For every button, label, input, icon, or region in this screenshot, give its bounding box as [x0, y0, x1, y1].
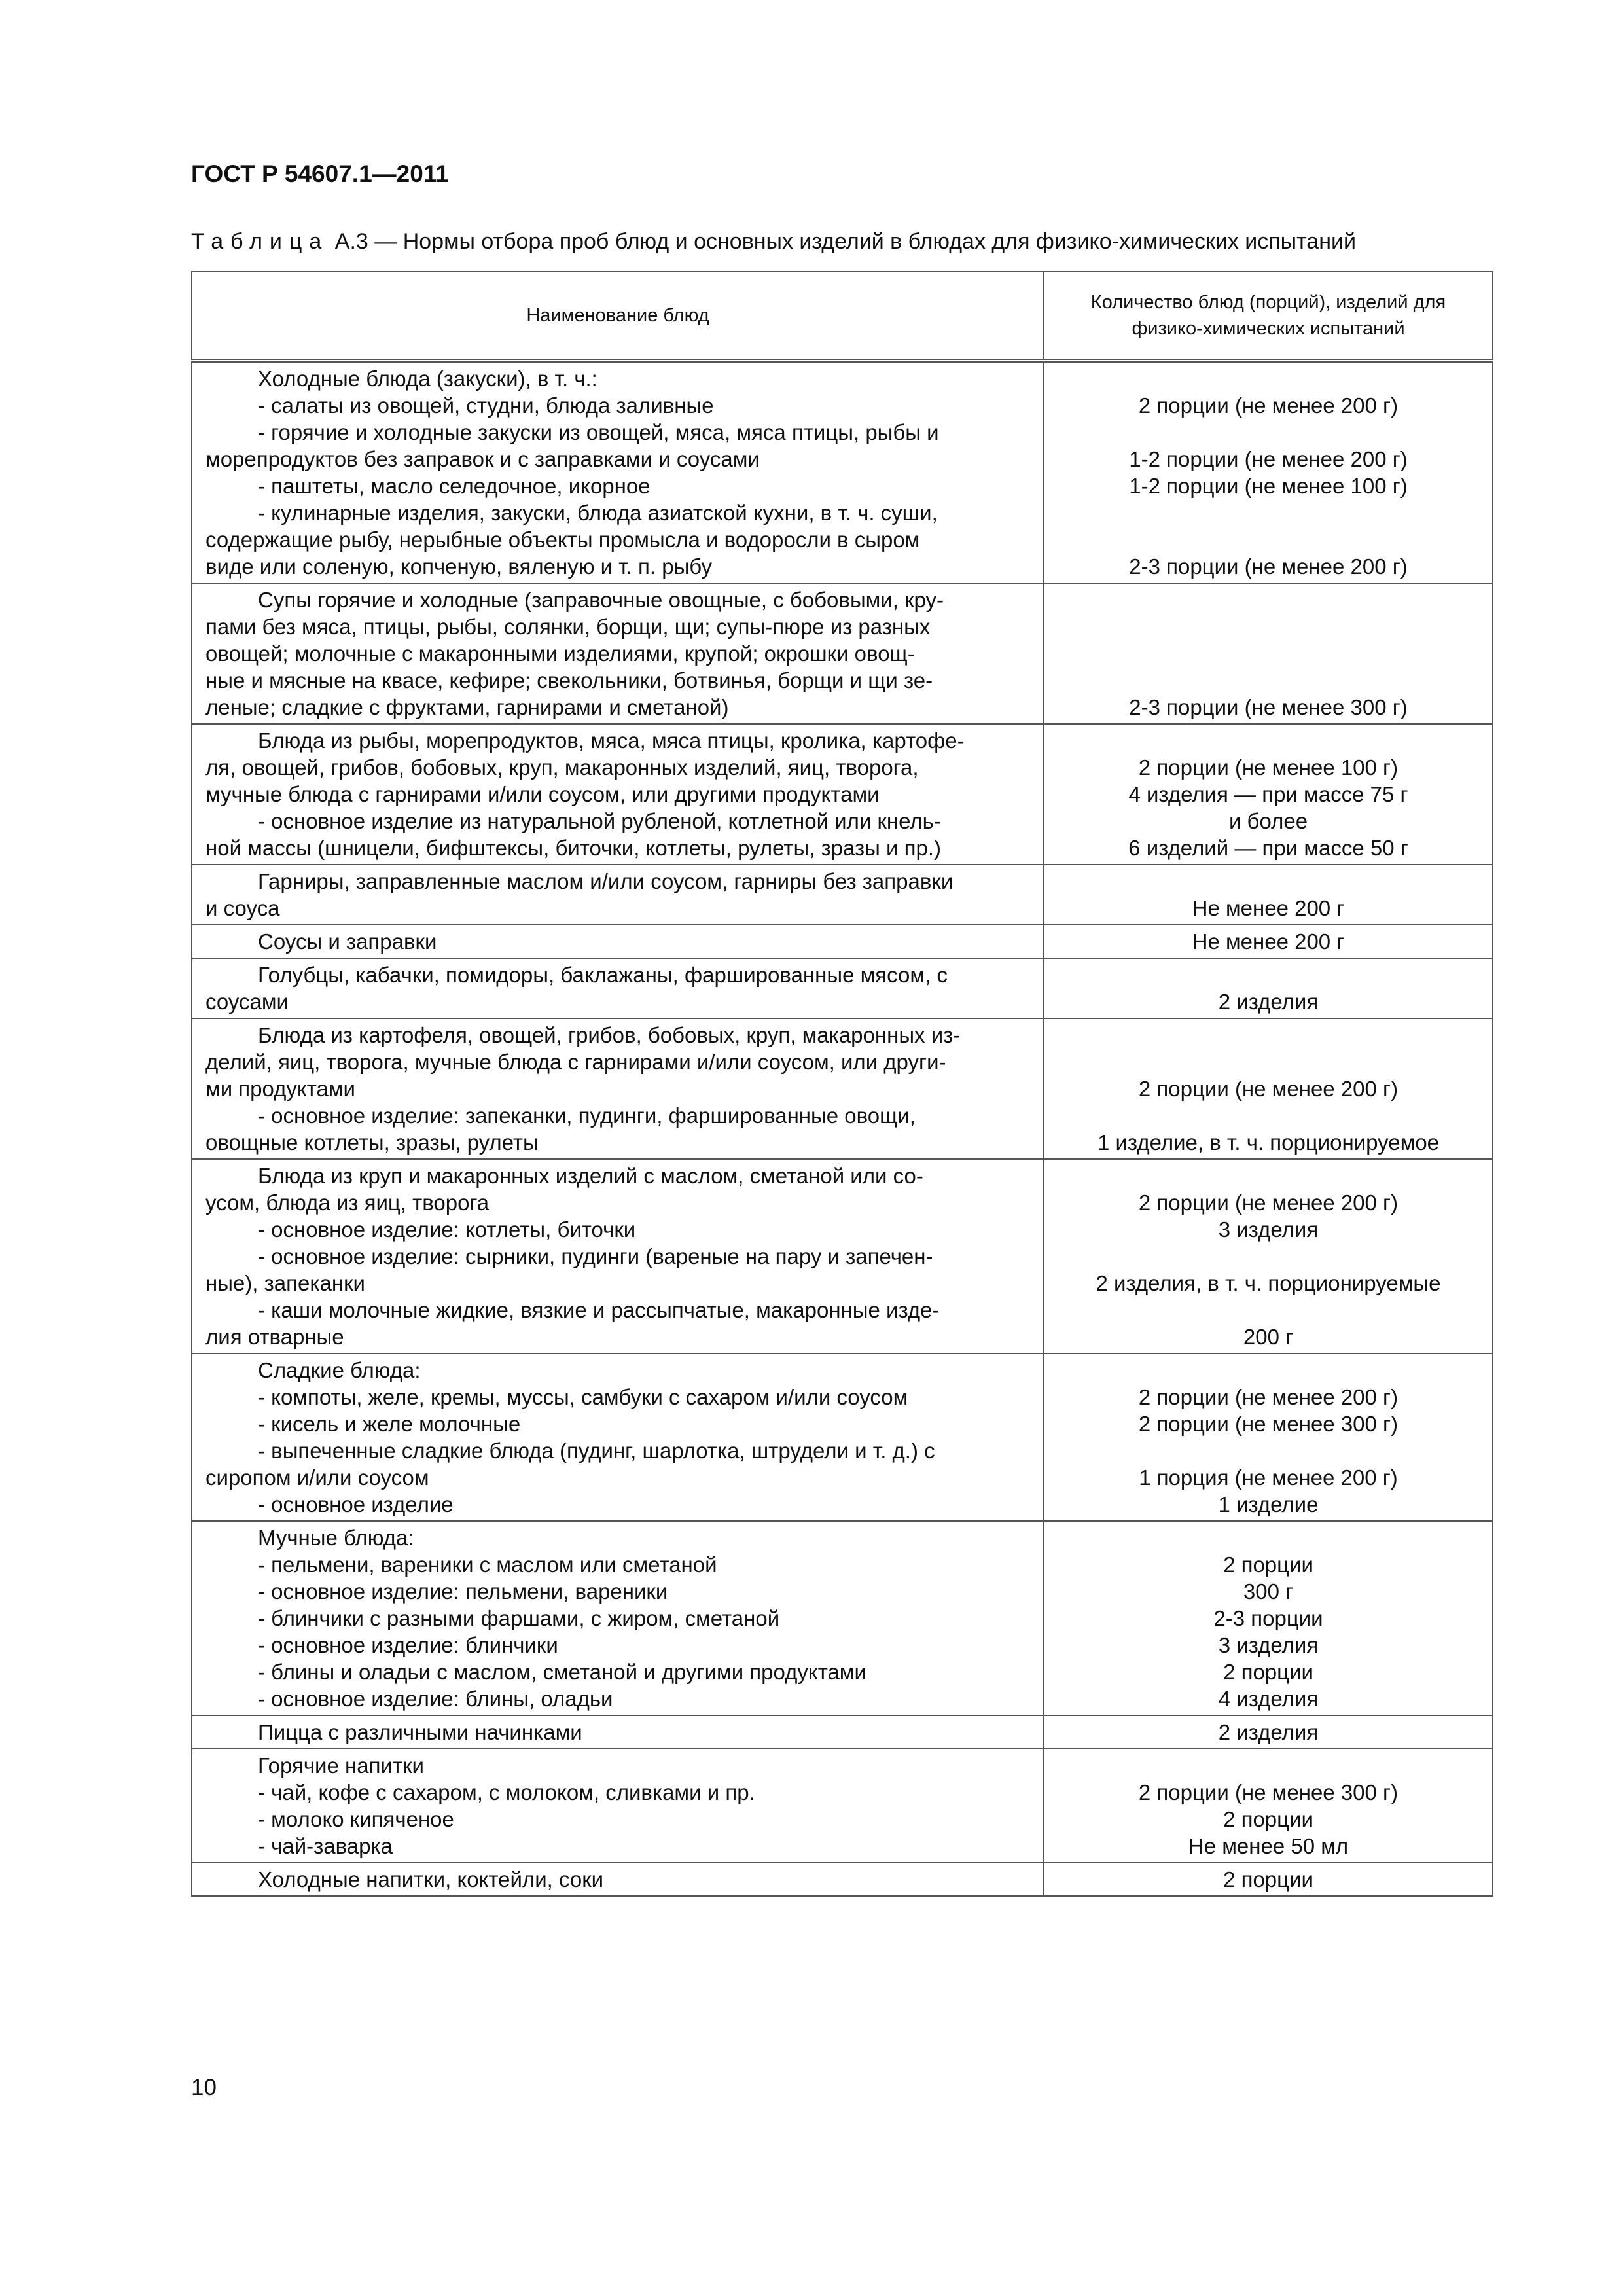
dish-name-line: - горячие и холодные закуски из овощей, мяса, мяса птицы, рыбы и: [258, 420, 939, 444]
table-row: [192, 1521, 1493, 1715]
table-row: [192, 958, 1493, 1018]
quantity-line: 2 порции (не менее 200 г): [1138, 1191, 1399, 1215]
quantity-cell: [1044, 1018, 1493, 1159]
table-row: [192, 1749, 1493, 1863]
document-code: ГОСТ Р 54607.1—2011: [191, 160, 449, 187]
dish-name-line: Блюда из картофеля, овощей, грибов, бобовых, круп, макаронных из-: [258, 1023, 961, 1047]
dish-name-line: морепродуктов без заправок и с заправками и соусами: [205, 447, 760, 471]
dish-name-line: - блины и оладьи с маслом, сметаной и другими продуктами: [258, 1660, 866, 1684]
quantity-spacer: [1058, 1102, 1479, 1129]
dish-name-line: - выпеченные сладкие блюда (пудинг, шарлотка, штрудели и т. д.) с: [258, 1439, 935, 1463]
dish-name-line: сиропом и/или соусом: [205, 1465, 429, 1490]
dish-name-cell: [192, 865, 1044, 925]
table-row: [192, 1354, 1493, 1521]
dish-name-line: - блинчики с разными фаршами, с жиром, сметаной: [258, 1606, 780, 1630]
quantity-line: 3 изделия: [1218, 1633, 1319, 1657]
quantity-line: 2 изделия: [1218, 1720, 1319, 1744]
quantity-line: 2 порции: [1223, 1807, 1313, 1831]
dish-name-line: соусами: [205, 990, 289, 1014]
dish-name-line: - основное изделие: пельмени, вареники: [258, 1579, 668, 1604]
quantity-line: Не менее 200 г: [1192, 929, 1345, 954]
quantity-line: 2 изделия, в т. ч. порционируемые: [1096, 1271, 1441, 1295]
dish-name-line: Голубцы, кабачки, помидоры, баклажаны, фаршированные мясом, с: [258, 963, 948, 987]
table-caption-text: А.3 — Нормы отбора проб блюд и основных изделий в блюдах для физико-химических испытаний: [334, 229, 1356, 254]
quantity-line: 2-3 порции (не менее 300 г): [1129, 695, 1408, 719]
dish-name-line: - компоты, желе, кремы, муссы, самбуки с сахаром и/или соусом: [258, 1385, 908, 1409]
table-row: [192, 361, 1493, 583]
quantity-line: 2 порции (не менее 300 г): [1138, 1412, 1399, 1436]
dish-name-line: Холодные блюда (закуски), в т. ч.:: [258, 367, 597, 391]
quantity-cell: [1044, 361, 1493, 583]
table-row: [192, 1715, 1493, 1749]
quantity-spacer: [1058, 526, 1479, 553]
dish-name-line: Супы горячие и холодные (заправочные овощные, с бобовыми, кру-: [258, 588, 944, 612]
quantity-line: 1 изделие: [1218, 1492, 1319, 1516]
column-header-quantity: [1044, 272, 1493, 361]
dish-name-line: - чай, кофе с сахаром, с молоком, сливками и пр.: [258, 1780, 755, 1804]
dish-name-line: - каши молочные жидкие, вязкие и рассыпчатые, макаронные изде-: [258, 1298, 940, 1322]
quantity-cell: [1044, 1749, 1493, 1863]
quantity-line: 2-3 порции: [1213, 1606, 1323, 1630]
quantity-line: 2 порции: [1223, 1867, 1313, 1892]
quantity-line: 2 порции (не менее 300 г): [1138, 1780, 1399, 1804]
dish-name-line: виде или соленую, копченую, вяленую и т. п. рыбу: [205, 554, 712, 579]
dish-name-line: Мучные блюда:: [258, 1526, 414, 1550]
quantity-spacer: [1058, 1297, 1479, 1323]
dish-name-line: мучные блюда с гарнирами и/или соусом, или другими продуктами: [205, 782, 880, 806]
quantity-line: 2 порции (не менее 100 г): [1138, 755, 1399, 780]
dish-name-line: Гарниры, заправленные маслом и/или соусом, гарниры без заправки: [258, 869, 954, 893]
dish-name-line: - салаты из овощей, студни, блюда заливные: [258, 393, 714, 418]
dish-name-line: - чай-заварка: [258, 1834, 393, 1858]
dish-name-line: лия отварные: [205, 1325, 344, 1349]
quantity-line: 3 изделия: [1218, 1217, 1319, 1242]
quantity-cell: [1044, 958, 1493, 1018]
dish-name-cell: [192, 724, 1044, 865]
quantity-line: Не менее 50 мл: [1188, 1834, 1349, 1858]
quantity-line: 2-3 порции (не менее 200 г): [1129, 554, 1408, 579]
table-row: [192, 724, 1493, 865]
dish-name-line: ные и мясные на квасе, кефире; свекольники, ботвинья, борщи и щи зе-: [205, 668, 933, 692]
quantity-line: 2 порции (не менее 200 г): [1138, 1385, 1399, 1409]
dish-name-line: - основное изделие: сырники, пудинги (вареные на пару и запечен-: [258, 1244, 933, 1268]
quantity-line: Не менее 200 г: [1192, 896, 1345, 920]
dish-name-cell: [192, 1715, 1044, 1749]
dish-name-cell: [192, 1354, 1044, 1521]
table-header-row: [192, 272, 1493, 361]
quantity-line: 300 г: [1243, 1579, 1294, 1604]
quantity-line: 2 изделия: [1218, 990, 1319, 1014]
dish-name-line: - основное изделие: блины, оладьи: [258, 1687, 613, 1711]
dish-name-cell: [192, 958, 1044, 1018]
dish-name-line: содержащие рыбу, нерыбные объекты промысла и водоросли в сыром: [205, 528, 920, 552]
dish-name-line: ной массы (шницели, бифштексы, биточки, котлеты, рулеты, зразы и пр.): [205, 836, 941, 860]
dish-name-line: - основное изделие: котлеты, биточки: [258, 1217, 636, 1242]
quantity-cell: [1044, 1159, 1493, 1354]
dish-name-line: - пельмени, вареники с маслом или сметаной: [258, 1552, 717, 1577]
quantity-cell: [1044, 925, 1493, 958]
quantity-spacer: [1058, 499, 1479, 526]
quantity-cell: [1044, 865, 1493, 925]
quantity-cell: [1044, 583, 1493, 724]
quantity-line: 2 порции (не менее 200 г): [1138, 1077, 1399, 1101]
quantity-line: 1-2 порции (не менее 100 г): [1129, 474, 1408, 498]
quantity-cell: [1044, 1863, 1493, 1896]
dish-name-line: леные; сладкие с фруктами, гарнирами и сметаной): [205, 695, 729, 719]
dish-name-line: - основное изделие из натуральной рубленой, котлетной или кнель-: [258, 809, 941, 833]
dish-name-line: Холодные напитки, коктейли, соки: [258, 1867, 604, 1892]
quantity-line: 2 порции: [1223, 1660, 1313, 1684]
table-row: [192, 1159, 1493, 1354]
dish-name-line: - основное изделие: блинчики: [258, 1633, 558, 1657]
dish-name-cell: [192, 925, 1044, 958]
table-container: [191, 271, 1492, 1897]
quantity-spacer: [1058, 419, 1479, 446]
dish-name-line: - основное изделие: [258, 1492, 454, 1516]
quantity-line: 6 изделий — при массе 50 г: [1128, 836, 1408, 860]
quantity-line: 2 порции (не менее 200 г): [1138, 393, 1399, 418]
table-row: [192, 1863, 1493, 1896]
dish-name-cell: [192, 1863, 1044, 1896]
quantity-line: 200 г: [1243, 1325, 1294, 1349]
table-body: [192, 361, 1493, 1896]
table-row: [192, 583, 1493, 724]
dish-name-line: ми продуктами: [205, 1077, 355, 1101]
quantity-cell: [1044, 1715, 1493, 1749]
quantity-spacer: [1058, 365, 1479, 392]
dish-name-line: ля, овощей, грибов, бобовых, круп, макаронных изделий, яиц, творога,: [205, 755, 919, 780]
dish-name-line: Блюда из круп и макаронных изделий с маслом, сметаной или со-: [258, 1164, 923, 1188]
dish-name-line: и соуса: [205, 896, 280, 920]
quantity-cell: [1044, 1521, 1493, 1715]
dish-name-line: Горячие напитки: [258, 1753, 424, 1778]
column-header-quantity-line: Количество блюд (порций), изделий для: [1090, 292, 1446, 313]
dish-name-line: пами без мяса, птицы, рыбы, солянки, борщи, щи; супы-пюре из разных: [205, 615, 931, 639]
table-row: [192, 865, 1493, 925]
dish-name-cell: [192, 1018, 1044, 1159]
sampling-norms-table: [191, 271, 1493, 1897]
page-number: 10: [191, 2075, 217, 2100]
quantity-line: 1 изделие, в т. ч. порционируемое: [1097, 1130, 1440, 1155]
dish-name-cell: [192, 1159, 1044, 1354]
dish-name-line: ные), запеканки: [205, 1271, 365, 1295]
dish-name-line: - кулинарные изделия, закуски, блюда азиатской кухни, в т. ч. суши,: [258, 501, 938, 525]
table-row: [192, 1018, 1493, 1159]
dish-name-line: - кисель и желе молочные: [258, 1412, 521, 1436]
dish-name-line: Пицца с различными начинками: [258, 1720, 582, 1744]
dish-name-line: делий, яиц, творога, мучные блюда с гарнирами и/или соусом, или други-: [205, 1050, 946, 1074]
dish-name-line: усом, блюда из яиц, творога: [205, 1191, 490, 1215]
dish-name-line: - основное изделие: запеканки, пудинги, фаршированные овощи,: [258, 1103, 916, 1128]
quantity-spacer: [1058, 1437, 1479, 1464]
dish-name-line: - паштеты, масло селедочное, икорное: [258, 474, 651, 498]
quantity-line: 4 изделия: [1218, 1687, 1319, 1711]
dish-name-cell: [192, 583, 1044, 724]
column-header-dish-name: Наименование блюд: [192, 272, 1044, 361]
table-row: [192, 925, 1493, 958]
table-caption: [191, 229, 1356, 255]
dish-name-cell: [192, 361, 1044, 583]
quantity-spacer: [1058, 1243, 1479, 1270]
quantity-line: 1-2 порции (не менее 200 г): [1129, 447, 1408, 471]
quantity-line: 2 порции: [1223, 1552, 1313, 1577]
dish-name-cell: [192, 1749, 1044, 1863]
dish-name-cell: [192, 1521, 1044, 1715]
quantity-cell: [1044, 1354, 1493, 1521]
dish-name-line: Сладкие блюда:: [258, 1358, 421, 1382]
quantity-line: и более: [1228, 809, 1308, 833]
dish-name-line: - молоко кипяченое: [258, 1807, 454, 1831]
dish-name-line: овощные котлеты, зразы, рулеты: [205, 1130, 539, 1155]
quantity-line: 4 изделия — при массе 75 г: [1128, 782, 1408, 806]
dish-name-line: овощей; молочные с макаронными изделиями, крупой; окрошки овощ-: [205, 641, 915, 666]
dish-name-line: Соусы и заправки: [258, 929, 437, 954]
quantity-line: 1 порция (не менее 200 г): [1139, 1465, 1398, 1490]
quantity-cell: [1044, 724, 1493, 865]
table-caption-label: Таблица: [191, 229, 329, 254]
dish-name-line: Блюда из рыбы, морепродуктов, мяса, мяса птицы, кролика, картофе-: [258, 728, 965, 753]
column-header-quantity-line: физико-химических испытаний: [1132, 318, 1405, 339]
